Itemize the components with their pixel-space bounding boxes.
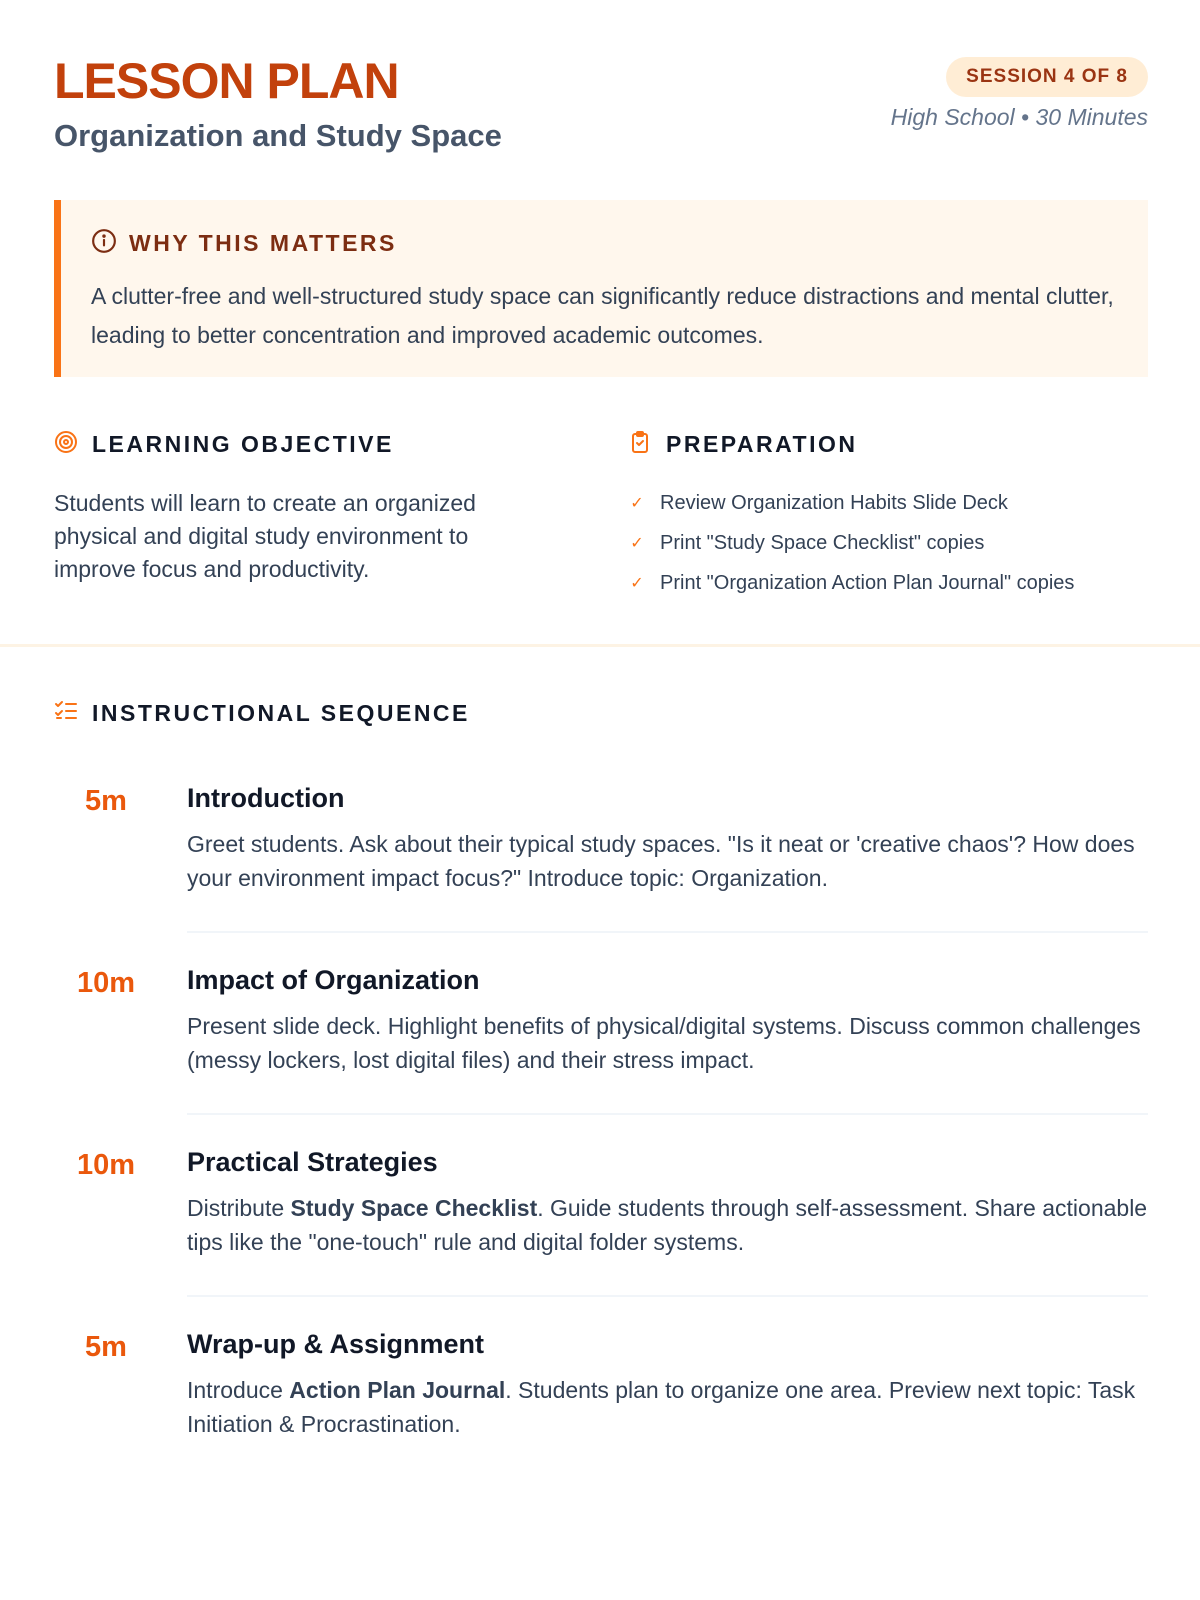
sequence-step [54,1329,1148,1511]
step-desc-text: Greet students. Ask about their typical study spaces. "Is it neat or 'creative chaos'? How does your environment impact focus?" Introduce topic: Organization. [187,831,1135,891]
learning-objective-section [54,430,544,586]
step-description [187,1009,1148,1077]
preparation-section [628,430,1148,603]
step-description [187,827,1148,895]
lesson-plan-page [54,0,1148,1437]
step-desc-text: Distribute [187,1195,291,1221]
preparation-item [628,563,1148,603]
sequence-steps [54,783,1148,1511]
lesson-meta: High School • 30 Minutes [890,104,1148,130]
objective-header [54,430,544,459]
objective-title: LEARNING OBJECTIVE [92,431,394,457]
step-content [187,1147,1148,1259]
preparation-item-label: Review Organization Habits Slide Deck [660,491,1008,514]
objective-body: Students will learn to create an organized physical and digital study environment to improve focus and productivity. [54,490,476,582]
clipboard-check-icon [628,430,652,459]
step-content [187,1329,1148,1441]
step-divider [187,1113,1148,1115]
step-divider [187,1295,1148,1297]
step-desc-bold: Study Space Checklist [290,1195,538,1221]
check-icon: ✓ [630,535,644,552]
header [54,0,1148,200]
page-subtitle: Organization and Study Space [54,118,502,153]
step-content [187,783,1148,895]
why-header [91,228,1118,259]
list-check-icon [54,700,78,727]
step-title: Wrap-up & Assignment [187,1329,485,1359]
session-badge: SESSION 4 OF 8 [946,57,1148,97]
step-title: Impact of Organization [187,965,480,995]
step-desc-text: Present slide deck. Highlight benefits of physical/digital systems. Discuss common challenges (messy lockers, lost digital files) and their stress impact. [187,1013,1141,1073]
step-content [187,965,1148,1077]
preparation-item [628,523,1148,563]
objective-preparation-row [54,430,1148,600]
page-title: LESSON PLAN [54,53,399,109]
step-divider [187,931,1148,933]
step-title: Practical Strategies [187,1147,438,1177]
check-icon: ✓ [630,575,644,592]
instructional-sequence-section [54,700,1148,1511]
sequence-title: INSTRUCTIONAL SEQUENCE [92,700,470,726]
why-title: WHY THIS MATTERS [129,230,397,256]
check-icon: ✓ [630,495,644,512]
step-description [187,1373,1148,1441]
step-duration: 5m [85,1331,127,1363]
preparation-item [628,483,1148,523]
preparation-title: PREPARATION [666,431,858,457]
step-duration: 10m [76,1149,136,1181]
section-divider [0,644,1200,647]
info-icon [91,228,117,259]
why-body: A clutter-free and well-structured study space can significantly reduce distractions and mental clutter, leading to better concentration and improved academic outcomes. [91,283,1114,348]
step-title: Introduction [187,783,345,813]
sequence-header [54,700,1148,727]
step-desc-text: . Students plan to organize one area. Preview next topic: Task Initiation & Procrastination. [187,1377,1136,1437]
preparation-item-label: Print "Study Space Checklist" copies [660,531,985,554]
sequence-step [54,1147,1148,1329]
step-duration: 10m [76,967,136,999]
sequence-step [54,965,1148,1147]
step-desc-bold: Action Plan Journal [289,1377,506,1403]
step-desc-text: . Guide students through self-assessment. Share actionable tips like the "one-touch" rule and digital folder systems. [187,1195,1148,1255]
step-duration: 5m [85,785,127,817]
step-desc-text: Introduce [187,1377,290,1403]
sequence-step [54,783,1148,965]
preparation-header [628,430,1148,459]
target-icon [54,430,78,459]
why-this-matters-callout [54,200,1148,377]
preparation-list [628,483,1148,603]
step-description [187,1191,1148,1259]
preparation-item-label: Print "Organization Action Plan Journal" copies [660,571,1075,594]
